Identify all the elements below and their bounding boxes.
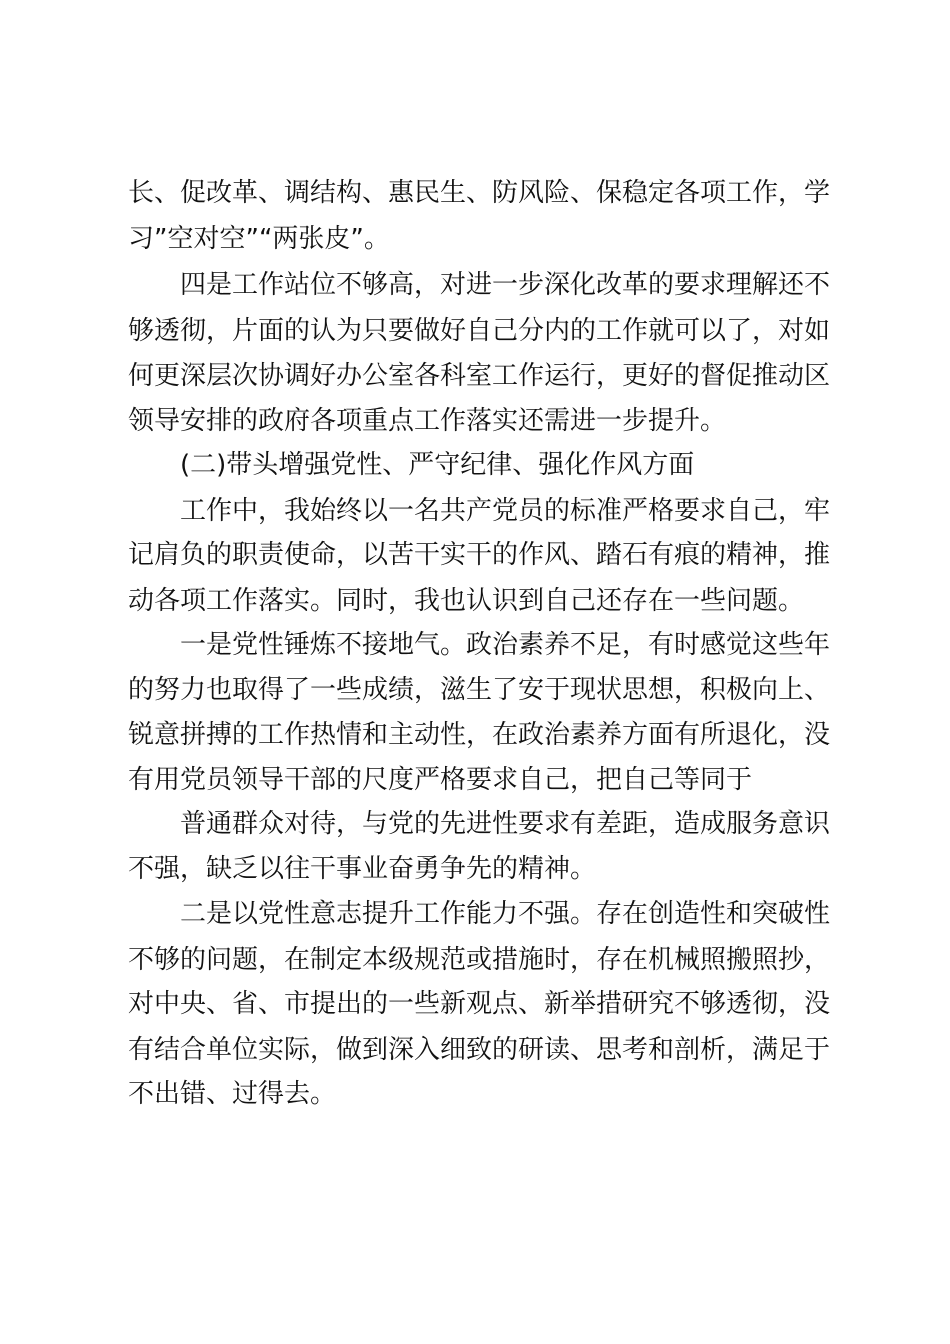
text-line: 普通群众对待，与党的先进性要求有差距，造成服务意识 — [180, 809, 831, 839]
text-line: 长、促改革、调结构、惠民生、防风险、保稳定各项工作，学 — [128, 178, 831, 208]
text-line: 对中央、省、市提出的一些新观点、新举措研究不够透彻，没 — [128, 989, 831, 1019]
text-line: 领导安排的政府各项重点工作落实还需进一步提升。 — [128, 406, 727, 436]
text-line: 不出错、过得去。 — [128, 1079, 337, 1109]
text-line: 动各项工作落实。同时，我也认识到自己还存在一些问题。 — [128, 586, 805, 616]
text-line: 有结合单位实际，做到深入细致的研读、思考和剖析，满足于 — [128, 1035, 831, 1065]
text-line: 有用党员领导干部的尺度严格要求自己，把自己等同于 — [128, 765, 753, 795]
text-line: 二是以党性意志提升工作能力不强。存在创造性和突破性 — [180, 899, 831, 929]
text-line: 不强，缺乏以往干事业奋勇争先的精神。 — [128, 854, 597, 884]
text-line: 四是工作站位不够高，对进一步深化改革的要求理解还不 — [180, 270, 831, 300]
text-line: 的努力也取得了一些成绩，滋生了安于现状思想，积极向上、 — [128, 675, 831, 705]
text-line: 一是党性锤炼不接地气。政治素养不足，有时感觉这些年 — [180, 630, 831, 660]
text-line: 记肩负的职责使命，以苦干实干的作风、踏石有痕的精神，推 — [128, 540, 831, 570]
text-line: 习”空对空”“两张皮”。 — [128, 224, 390, 254]
text-line: 不够的问题，在制定本级规范或措施时，存在机械照搬照抄， — [128, 945, 831, 975]
text-line: 何更深层次协调好办公室各科室工作运行，更好的督促推动区 — [128, 361, 831, 391]
text-line: 工作中，我始终以一名共产党员的标准严格要求自己，牢 — [180, 496, 831, 526]
text-line: 够透彻，片面的认为只要做好自己分内的工作就可以了，对如 — [128, 316, 831, 346]
text-line: 锐意拼搏的工作热情和主动性，在政治素养方面有所退化，没 — [128, 720, 831, 750]
section-heading: (二)带头增强党性、严守纪律、强化作风方面 — [180, 450, 695, 480]
